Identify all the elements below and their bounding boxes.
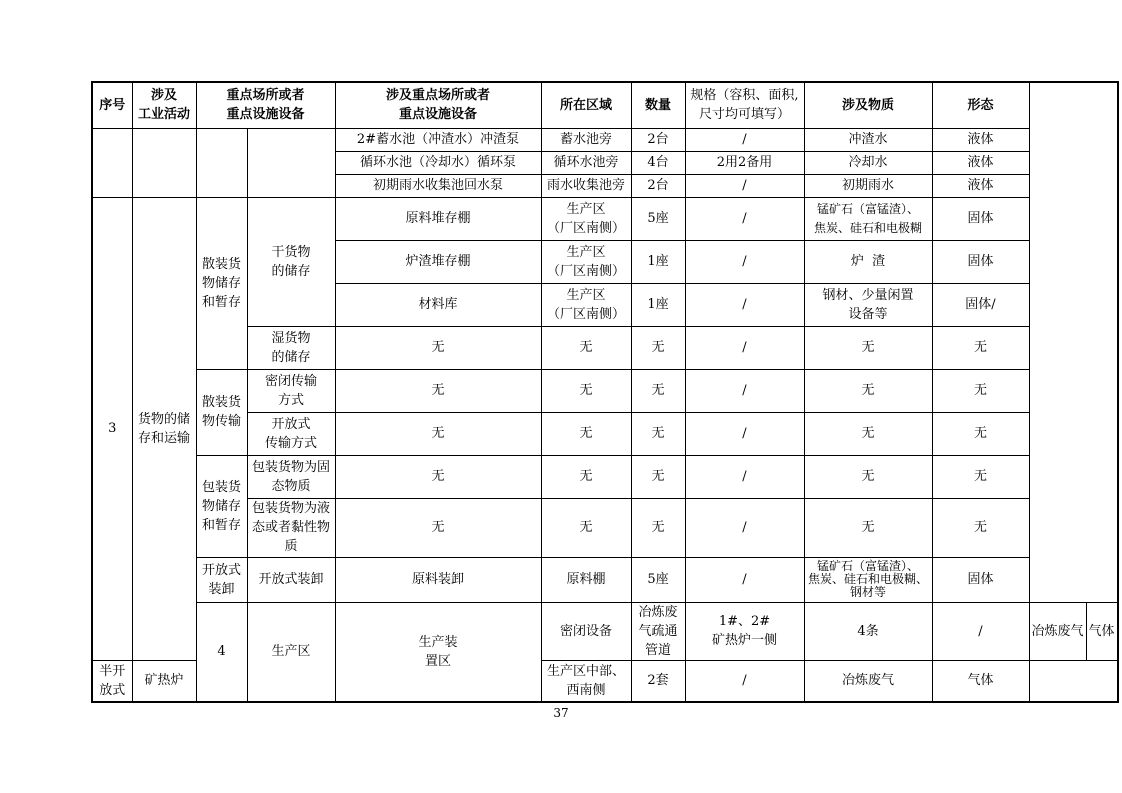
site-detail: 无 [335,498,541,557]
section-no: 4 [196,602,247,702]
table-row [92,557,1118,602]
site-detail: 原料堆存棚 [335,197,541,240]
inventory-table [91,81,1119,703]
site-detail: 无 [335,455,541,498]
form: 无 [932,326,1029,369]
packed-storage-label: 包装货 物储存 和暂存 [196,455,247,557]
header-activity: 涉及 工业活动 [132,82,196,128]
quantity: 2台 [631,174,685,197]
bulk-storage-label: 散装货 物储存 和暂存 [196,197,247,369]
open-loading-label: 开放式 装卸 [196,557,247,602]
quantity: 2台 [631,128,685,151]
site-detail: 2#蓄水池（冲渣水）冲渣泵 [335,128,541,151]
spec: / [685,369,804,412]
spec: / [685,283,804,326]
area: 循环水池旁 [541,151,631,174]
site-detail: 无 [335,369,541,412]
table-row [92,455,1118,498]
section-activity: 生产区 [247,602,335,702]
quantity: 无 [631,326,685,369]
form: 无 [932,412,1029,455]
header-spec: 规格（容积、面积, 尺寸均可填写） [685,82,804,128]
material: 初期雨水 [804,174,932,197]
material: 冶炼废气 [1029,602,1086,660]
site-detail: 冶炼废气疏通管道 [631,602,685,660]
area: 雨水收集池旁 [541,174,631,197]
material: 无 [804,412,932,455]
site-detail: 无 [335,412,541,455]
unit-area-label: 生产装 置区 [335,602,541,702]
material: 无 [804,498,932,557]
spec: 2用2备用 [685,151,804,174]
quantity: 无 [631,498,685,557]
quantity: 5座 [631,197,685,240]
open-loading-sub-label: 开放式装卸 [247,557,335,602]
area: 1#、2# 矿热炉一侧 [685,602,804,660]
header-area: 所在区域 [541,82,631,128]
material: 无 [804,455,932,498]
material: 炉 渣 [804,240,932,283]
quantity: 无 [631,412,685,455]
area: 生产区 （厂区南侧） [541,283,631,326]
header-no: 序号 [92,82,132,128]
material: 无 [804,369,932,412]
spec: / [685,412,804,455]
table-row [92,369,1118,412]
form: 无 [932,455,1029,498]
quantity: 无 [631,455,685,498]
site-detail: 材料库 [335,283,541,326]
spec: / [685,128,804,151]
form: 固体 [932,240,1029,283]
packed-liquid-label: 包装货物为液 态或者黏性物 质 [247,498,335,557]
material: 钢材、少量闲置 设备等 [804,283,932,326]
form: 气体 [1086,602,1118,660]
closed-transfer-label: 密闭传输 方式 [247,369,335,412]
spec: / [685,197,804,240]
form: 液体 [932,151,1029,174]
table-row [92,197,1118,240]
spec: / [685,326,804,369]
area: 无 [541,455,631,498]
quantity: 5座 [631,557,685,602]
spec: / [685,455,804,498]
spec: / [685,660,804,702]
area: 生产区 （厂区南侧） [541,240,631,283]
site-detail: 原料装卸 [335,557,541,602]
material: 冷却水 [804,151,932,174]
header-row [92,82,1118,128]
page-number: 37 [553,706,569,720]
packed-solid-label: 包装货物为固 态物质 [247,455,335,498]
form: 无 [932,369,1029,412]
site-detail: 炉渣堆存棚 [335,240,541,283]
semi-open-label: 半开放式 [92,660,132,702]
spec: / [685,557,804,602]
continued-site-sub-cell [247,128,335,197]
quantity: 4台 [631,151,685,174]
form: 液体 [932,174,1029,197]
material: 锰矿石（富锰渣）、 焦炭、硅石和电极糊、 钢材等 [804,557,932,602]
site-detail: 初期雨水收集池回水泵 [335,174,541,197]
form: 固体 [932,197,1029,240]
area: 蓄水池旁 [541,128,631,151]
wet-storage-label: 湿货物 的储存 [247,326,335,369]
material: 无 [804,326,932,369]
continued-site-cell [196,128,247,197]
form: 无 [932,498,1029,557]
spec: / [685,240,804,283]
form: 固体 [932,557,1029,602]
spec: / [685,174,804,197]
spec: / [685,498,804,557]
continued-activity-cell [132,128,196,197]
area: 生产区 （厂区南侧） [541,197,631,240]
area: 无 [541,498,631,557]
quantity: 无 [631,369,685,412]
table-row [92,602,1118,660]
dry-storage-label: 干货物 的储存 [247,197,335,326]
header-qty: 数量 [631,82,685,128]
table-row [92,128,1118,151]
header-site-detail: 涉及重点场所或者 重点设施设备 [335,82,541,128]
material: 冶炼废气 [804,660,932,702]
site-detail: 无 [335,326,541,369]
quantity: 4条 [804,602,932,660]
quantity: 2套 [631,660,685,702]
material: 锰矿石（富锰渣）、 焦炭、硅石和电极糊 [804,197,932,240]
site-detail: 循环水池（冷却水）循环泵 [335,151,541,174]
area: 无 [541,412,631,455]
area: 无 [541,369,631,412]
material: 冲渣水 [804,128,932,151]
form: 液体 [932,128,1029,151]
spec: / [932,602,1029,660]
quantity: 1座 [631,240,685,283]
header-form: 形态 [932,82,1029,128]
header-site: 重点场所或者 重点设施设备 [196,82,335,128]
area: 原料棚 [541,557,631,602]
bulk-transfer-label: 散装货 物传输 [196,369,247,455]
area: 无 [541,326,631,369]
form: 气体 [932,660,1029,702]
site-detail: 矿热炉 [132,660,196,702]
area: 生产区中部、 西南侧 [541,660,631,702]
quantity: 1座 [631,283,685,326]
section-activity: 货物的储 存和运输 [132,197,196,660]
continued-no-cell [92,128,132,197]
form: 固体/ [932,283,1029,326]
header-material: 涉及物质 [804,82,932,128]
section-no: 3 [92,197,132,660]
open-transfer-label: 开放式 传输方式 [247,412,335,455]
closed-equipment-label: 密闭设备 [541,602,631,660]
